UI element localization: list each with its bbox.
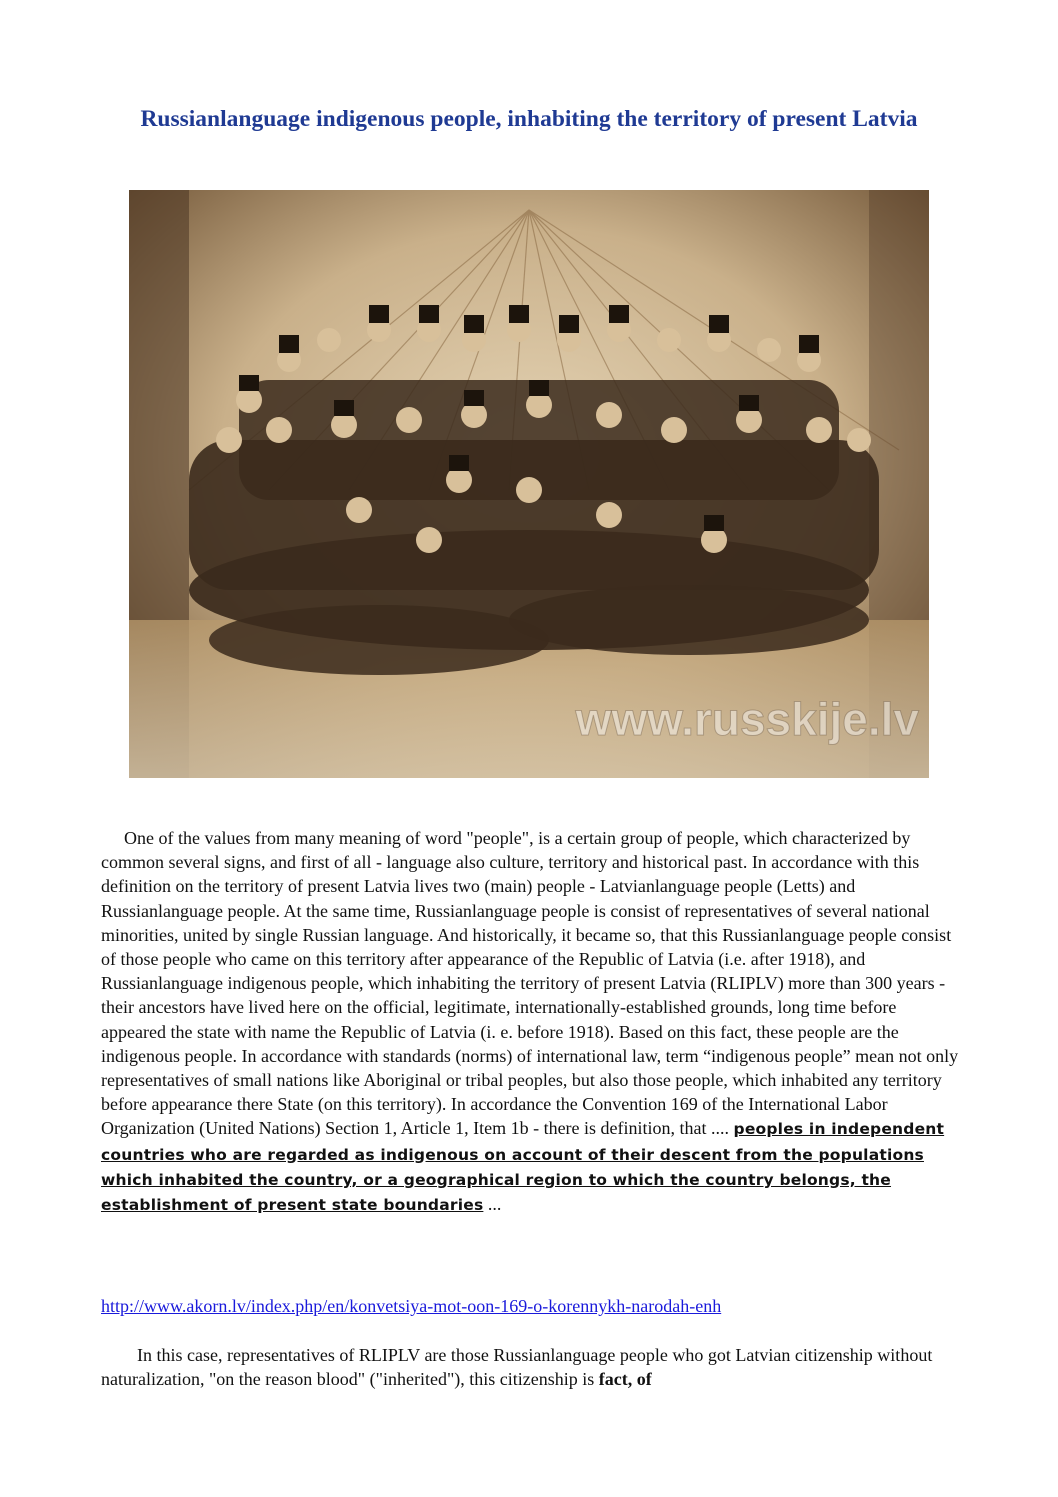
document-title: Russianlanguage indigenous people, inhabiting the territory of present Latvia (140, 106, 918, 132)
reference-link-line (101, 1294, 721, 1318)
watermark-text: www.russkije.lv (575, 693, 919, 745)
photo-illustration (129, 190, 929, 778)
paragraph-1 (101, 826, 961, 1217)
paragraph-2-text: In this case, representatives of RLIPLV are those Russianlanguage people who got Latvian citizenship without naturalization, "on the reason blood" ("inherited"), this citizenship is (101, 1345, 933, 1390)
paragraph-2-bold-tail: fact, of (598, 1369, 652, 1390)
historical-group-photo (129, 190, 929, 778)
paragraph-1-tail: ... (483, 1194, 502, 1215)
ilo-definition-quote: peoples in independent countries who are regarded as indigenous on account of their descent from the populations which inhabited the country, or a geographical region to which the country belongs, the establishment of present state boundaries (101, 1120, 945, 1215)
reference-link[interactable]: http://www.akorn.lv/index.php/en/konvetsiya-mot-oon-169-o-korennykh-narodah-enh (101, 1296, 722, 1316)
paragraph-1-text: One of the values from many meaning of word "people", is a certain group of people, which characterized by common several signs, and first of all - language also culture, territory and historical past. In accordance with this definition on the territory of present Latvia lives two (main) people - Latvianlanguage people (Letts) and Russianlanguage people. At the same time, Russianlanguage people is consist of representatives of several national minorities, united by single Russian language. And historically, it became so, that this Russianlanguage people consist of those people who came on this territory after appearance of the Republic of Latvia (i.e. after 1918), and Russianlanguage indigenous people, which inhabiting the territory of present Latvia (RLIPLV) more than 300 years - their ancestors have lived here on the official, legitimate, internationally-established grounds, long time before appeared the state with name the Republic of Latvia (i. e. before 1918). Based on this fact, these people are the indigenous people. In accordance with standards (norms) of international law, term “indigenous people” mean not only representatives of small nations like Aboriginal or tribal peoples, but also those people, which inhabited any territory before appearance there State (on this territory). In accordance the Convention 169 of the International Labor Organization (United Nations) Section 1, Article 1, Item 1b - there is definition, that .... (101, 828, 959, 1139)
paragraph-2 (101, 1343, 961, 1391)
